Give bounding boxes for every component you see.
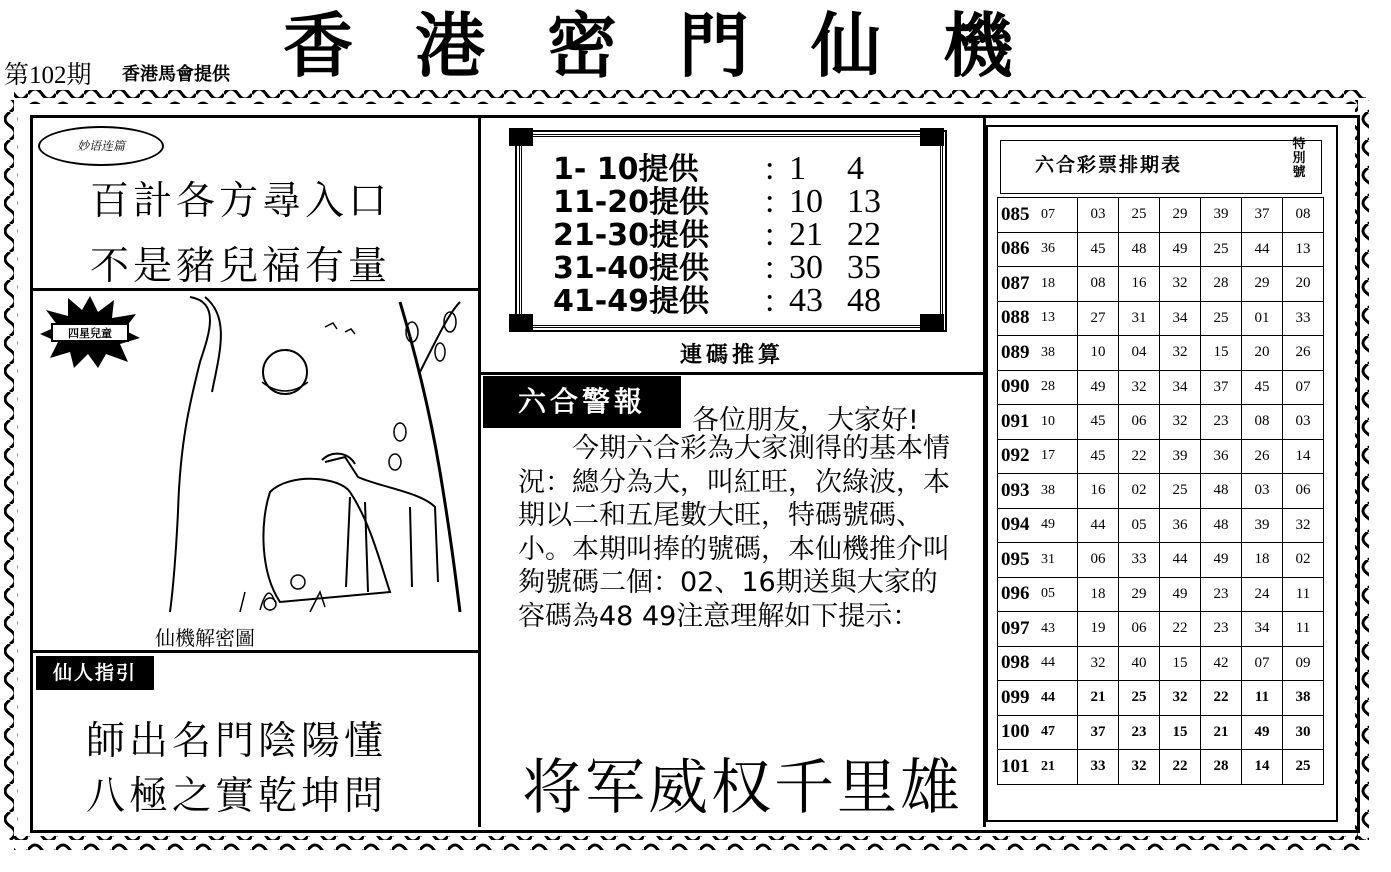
poem2-line2: 八極之實乾坤問 <box>86 774 388 819</box>
oval-label: 妙语连篇 <box>38 126 164 166</box>
provide-row <box>553 152 907 186</box>
number-cell: 49 <box>1160 577 1201 612</box>
forecast-paragraph: 今期六合彩為大家測得的基本情況：總分為大，叫紅旺，次綠波，本期以二和五尾數大旺，特碼號碼、小。本期叫捧的號碼，本仙機推介叫夠號碼二個：02、16期送與大家的容碼為48 49注意理解如下提示： <box>518 433 950 632</box>
number-cell: 36 <box>1039 232 1078 267</box>
number-cell: 49 <box>1078 370 1119 405</box>
number-cell: 23 <box>1201 612 1242 647</box>
number-cell: 31 <box>1119 301 1160 336</box>
deer-illustration <box>150 292 475 632</box>
draw-table <box>997 197 1324 785</box>
number-cell: 19 <box>1078 612 1119 647</box>
number-cell: 42 <box>1201 646 1242 681</box>
number-cell: 33 <box>1078 750 1119 785</box>
number-cell: 44 <box>1039 646 1078 681</box>
number-cell: 21 <box>1201 715 1242 750</box>
table-row <box>998 336 1324 371</box>
number-cell: 49 <box>1201 543 1242 578</box>
special-number-cell: 08 <box>1283 198 1324 233</box>
period-cell: 093 <box>998 474 1040 509</box>
number-cell: 15 <box>1160 715 1201 750</box>
number-cell: 23 <box>1201 577 1242 612</box>
number-cell: 05 <box>1119 508 1160 543</box>
slogan: 将军威权千里雄 <box>522 753 963 823</box>
number-cell: 32 <box>1078 646 1119 681</box>
poem2-line1: 師出名門陰陽懂 <box>86 719 388 764</box>
number-cell: 36 <box>1201 439 1242 474</box>
number-cell: 34 <box>1160 370 1201 405</box>
number-cell: 45 <box>1242 370 1283 405</box>
provide-range: 31-40提供 <box>553 251 709 286</box>
corner-top-right <box>920 128 944 146</box>
number-cell: 38 <box>1039 474 1078 509</box>
number-cell: 29 <box>1242 267 1283 302</box>
number-cell: 25 <box>1160 474 1201 509</box>
provide-row <box>553 251 907 285</box>
number-cell: 25 <box>1119 198 1160 233</box>
period-cell: 096 <box>998 577 1040 612</box>
number-cell: 22 <box>1119 439 1160 474</box>
period-cell: 097 <box>998 612 1040 647</box>
number-cell: 08 <box>1242 405 1283 440</box>
period-cell: 100 <box>998 715 1040 750</box>
issue-number: 第102期 <box>4 62 92 89</box>
number-cell: 06 <box>1119 612 1160 647</box>
number-cell: 17 <box>1039 439 1078 474</box>
provide-num-a: 30 <box>789 249 823 286</box>
table-row <box>998 750 1324 785</box>
special-number-cell: 20 <box>1283 267 1324 302</box>
number-cell: 23 <box>1201 405 1242 440</box>
special-number-cell: 33 <box>1283 301 1324 336</box>
number-cell: 47 <box>1039 715 1078 750</box>
number-cell: 37 <box>1078 715 1119 750</box>
number-cell: 16 <box>1078 474 1119 509</box>
number-cell: 31 <box>1039 543 1078 578</box>
provide-colon: : <box>765 249 775 286</box>
number-cell: 33 <box>1119 543 1160 578</box>
provide-num-a: 1 <box>789 150 806 187</box>
number-cell: 29 <box>1119 577 1160 612</box>
number-cell: 44 <box>1242 232 1283 267</box>
provide-num-b: 48 <box>847 282 881 319</box>
number-cell: 45 <box>1078 232 1119 267</box>
provide-range: 21-30提供 <box>553 218 709 253</box>
period-cell: 089 <box>998 336 1040 371</box>
number-cell: 24 <box>1242 577 1283 612</box>
number-cell: 48 <box>1201 508 1242 543</box>
corner-top-left <box>509 128 533 146</box>
number-cell: 32 <box>1160 267 1201 302</box>
greeting-text: 各位朋友，大家好! <box>692 405 919 436</box>
number-cell: 10 <box>1039 405 1078 440</box>
number-cell: 28 <box>1201 267 1242 302</box>
period-cell: 087 <box>998 267 1040 302</box>
number-cell: 11 <box>1242 681 1283 716</box>
provide-num-a: 10 <box>789 183 823 220</box>
table-row <box>998 543 1324 578</box>
badge-text: 四星兒童 <box>68 327 112 340</box>
number-cell: 25 <box>1201 301 1242 336</box>
guide-label: 仙人指引 <box>36 656 154 690</box>
number-cell: 07 <box>1039 198 1078 233</box>
number-cell: 06 <box>1119 405 1160 440</box>
number-cell: 32 <box>1119 750 1160 785</box>
number-cell: 03 <box>1078 198 1119 233</box>
table-row <box>998 715 1324 750</box>
provide-colon: : <box>765 150 775 187</box>
period-cell: 092 <box>998 439 1040 474</box>
corner-bottom-left <box>509 314 533 332</box>
number-cell: 49 <box>1160 232 1201 267</box>
number-cell: 29 <box>1160 198 1201 233</box>
table-row <box>998 508 1324 543</box>
provide-row <box>553 218 907 252</box>
number-cell: 36 <box>1160 508 1201 543</box>
divider-left-bottom <box>33 650 478 653</box>
period-cell: 088 <box>998 301 1040 336</box>
number-cell: 49 <box>1039 508 1078 543</box>
period-cell: 091 <box>998 405 1040 440</box>
provide-num-b: 4 <box>847 150 864 187</box>
provide-row <box>553 284 907 318</box>
number-cell: 32 <box>1119 370 1160 405</box>
number-cell: 03 <box>1242 474 1283 509</box>
period-cell: 101 <box>998 750 1040 785</box>
table-row <box>998 232 1324 267</box>
special-number-cell: 38 <box>1283 681 1324 716</box>
special-number-cell: 11 <box>1283 612 1324 647</box>
table-row <box>998 405 1324 440</box>
period-cell: 090 <box>998 370 1040 405</box>
poem1-line1: 百計各方尋入口 <box>90 179 392 224</box>
provide-colon: : <box>765 216 775 253</box>
table-row <box>998 646 1324 681</box>
number-cell: 32 <box>1160 681 1201 716</box>
number-cell: 23 <box>1119 715 1160 750</box>
number-cell: 16 <box>1119 267 1160 302</box>
number-cell: 32 <box>1160 405 1201 440</box>
number-cell: 14 <box>1242 750 1283 785</box>
number-cell: 37 <box>1201 370 1242 405</box>
special-number-cell: 09 <box>1283 646 1324 681</box>
number-cell: 21 <box>1039 750 1078 785</box>
page-title: 香港密門仙機 <box>283 5 1075 87</box>
number-cell: 18 <box>1039 267 1078 302</box>
number-cell: 08 <box>1078 267 1119 302</box>
number-cell: 40 <box>1119 646 1160 681</box>
special-number-cell: 03 <box>1283 405 1324 440</box>
period-cell: 098 <box>998 646 1040 681</box>
table-row <box>998 301 1324 336</box>
provide-num-b: 13 <box>847 183 881 220</box>
number-cell: 32 <box>1160 336 1201 371</box>
number-cell: 28 <box>1201 750 1242 785</box>
provider-label: 香港馬會提供 <box>122 64 230 85</box>
number-cell: 39 <box>1201 198 1242 233</box>
schedule-title: 六合彩票排期表 <box>1035 154 1183 176</box>
number-cell: 34 <box>1242 612 1283 647</box>
provide-range: 1- 10提供 <box>553 152 699 187</box>
period-cell: 094 <box>998 508 1040 543</box>
special-number-cell: 02 <box>1283 543 1324 578</box>
number-cell: 38 <box>1039 336 1078 371</box>
number-cell: 18 <box>1078 577 1119 612</box>
provide-num-a: 21 <box>789 216 823 253</box>
alert-label: 六合警報 <box>483 376 681 428</box>
picture-caption: 仙機解密圖 <box>155 626 255 650</box>
provide-range: 41-49提供 <box>553 284 709 319</box>
provide-row <box>553 185 907 219</box>
special-number-cell: 07 <box>1283 370 1324 405</box>
number-cell: 02 <box>1119 474 1160 509</box>
number-cell: 49 <box>1242 715 1283 750</box>
number-cell: 34 <box>1160 301 1201 336</box>
number-cell: 20 <box>1242 336 1283 371</box>
number-cell: 37 <box>1242 198 1283 233</box>
number-cell: 01 <box>1242 301 1283 336</box>
provide-range: 11-20提供 <box>553 185 709 220</box>
number-cell: 25 <box>1201 232 1242 267</box>
number-cell: 45 <box>1078 405 1119 440</box>
special-number-cell: 13 <box>1283 232 1324 267</box>
number-cell: 18 <box>1242 543 1283 578</box>
special-number-cell: 25 <box>1283 750 1324 785</box>
number-cell: 39 <box>1160 439 1201 474</box>
period-cell: 099 <box>998 681 1040 716</box>
number-cell: 22 <box>1160 612 1201 647</box>
number-cell: 15 <box>1160 646 1201 681</box>
number-cell: 27 <box>1078 301 1119 336</box>
number-cell: 44 <box>1039 681 1078 716</box>
number-cell: 44 <box>1160 543 1201 578</box>
special-number-cell: 14 <box>1283 439 1324 474</box>
number-cell: 05 <box>1039 577 1078 612</box>
number-cell: 48 <box>1119 232 1160 267</box>
special-number-cell: 06 <box>1283 474 1324 509</box>
number-cell: 44 <box>1078 508 1119 543</box>
number-cell: 21 <box>1078 681 1119 716</box>
table-row <box>998 370 1324 405</box>
provide-num-a: 43 <box>789 282 823 319</box>
number-cell: 04 <box>1119 336 1160 371</box>
number-cell: 26 <box>1242 439 1283 474</box>
number-cell: 10 <box>1078 336 1119 371</box>
special-number-cell: 30 <box>1283 715 1324 750</box>
number-cell: 22 <box>1201 681 1242 716</box>
table-row <box>998 474 1324 509</box>
table-row <box>998 612 1324 647</box>
table-row <box>998 577 1324 612</box>
number-cell: 28 <box>1039 370 1078 405</box>
table-row <box>998 267 1324 302</box>
period-cell: 085 <box>998 198 1040 233</box>
number-cell: 07 <box>1242 646 1283 681</box>
special-number-cell: 26 <box>1283 336 1324 371</box>
number-cell: 39 <box>1242 508 1283 543</box>
starburst-badge <box>40 296 140 368</box>
provide-num-b: 35 <box>847 249 881 286</box>
poem1-line2: 不是豬兒福有量 <box>90 244 392 289</box>
number-cell: 13 <box>1039 301 1078 336</box>
number-cell: 06 <box>1078 543 1119 578</box>
table-row <box>998 439 1324 474</box>
provide-colon: : <box>765 282 775 319</box>
provide-num-b: 22 <box>847 216 881 253</box>
corner-bottom-right <box>920 314 944 332</box>
divider-middle <box>481 372 983 375</box>
number-cell: 43 <box>1039 612 1078 647</box>
provide-colon: : <box>765 183 775 220</box>
period-cell: 086 <box>998 232 1040 267</box>
table-row <box>998 681 1324 716</box>
number-cell: 48 <box>1201 474 1242 509</box>
special-number-cell: 11 <box>1283 577 1324 612</box>
table-row <box>998 198 1324 233</box>
number-cell: 22 <box>1160 750 1201 785</box>
number-cell: 25 <box>1119 681 1160 716</box>
section-subtitle: 連碼推算 <box>680 343 785 368</box>
special-number-cell: 32 <box>1283 508 1324 543</box>
number-cell: 15 <box>1201 336 1242 371</box>
number-cell: 45 <box>1078 439 1119 474</box>
period-cell: 095 <box>998 543 1040 578</box>
special-number-label: 特別號 <box>1292 137 1306 180</box>
divider-left <box>478 118 481 827</box>
